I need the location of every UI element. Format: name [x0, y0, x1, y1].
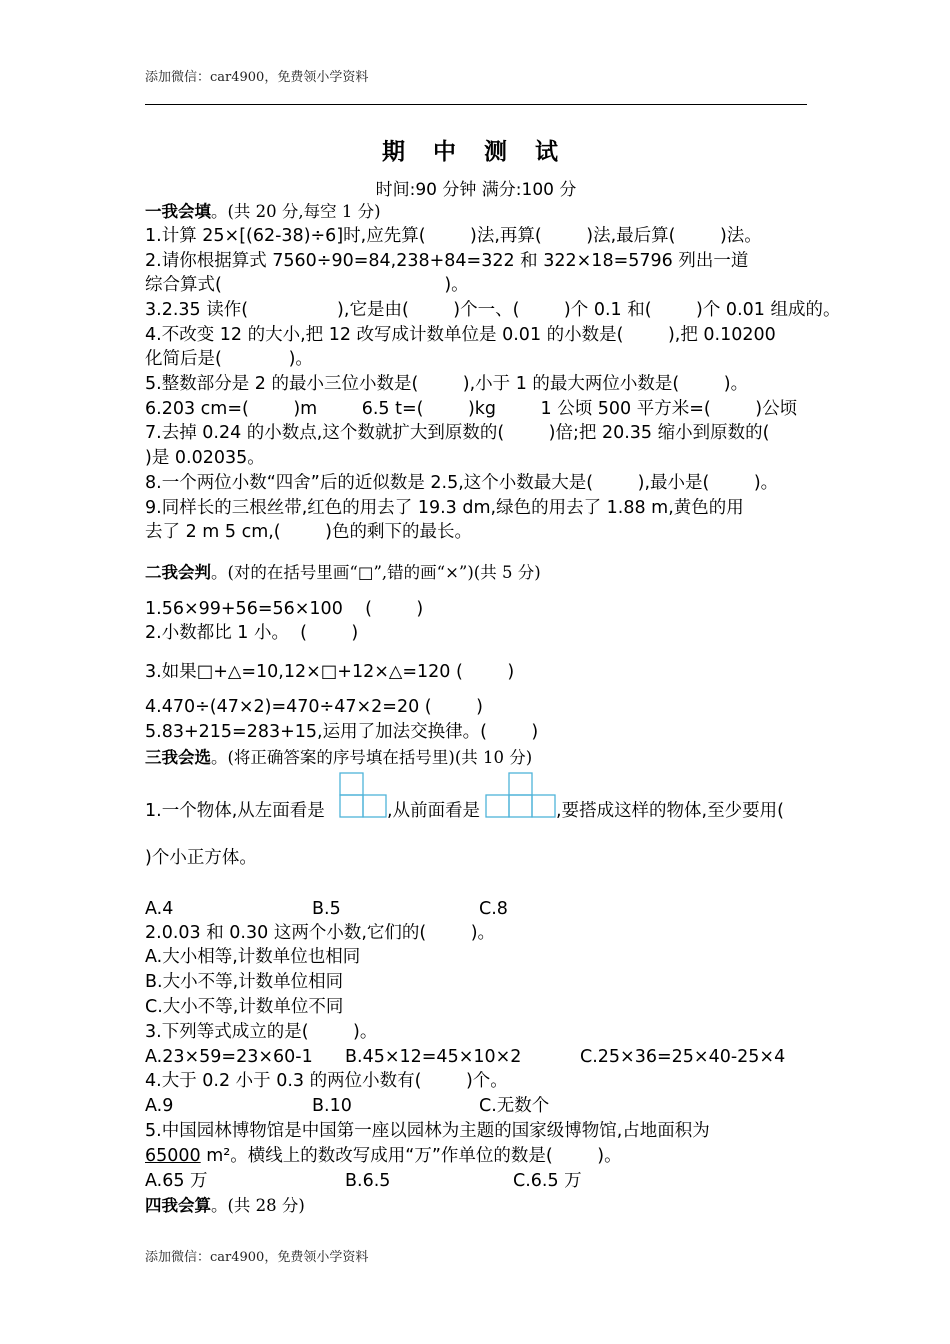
s3-q2-option-b: B.大小不等,计数单位相同	[145, 972, 344, 992]
s2-line: 3.如果□+△=10,12×□+12×△=120 ( )	[145, 662, 515, 682]
s3-q3: 3.下列等式成立的是( )。	[145, 1022, 378, 1042]
page-header: 添加微信：car4900，免费领小学资料	[145, 70, 369, 85]
s3-q4-option-b: B.10	[312, 1096, 352, 1116]
s3-q3-option-a: A.23×59=23×60-1	[145, 1047, 313, 1067]
section4-heading: 四我会算。(共 28 分)	[145, 1196, 305, 1215]
left-view-figure	[339, 772, 387, 818]
s1-line: 去了 2 m 5 cm,( )色的剩下的最长。	[145, 522, 472, 542]
s3-q1-text-d: )个小正方体。	[145, 848, 257, 868]
s3-q1-option-b: B.5	[312, 899, 341, 919]
s3-q5-option-b: B.6.5	[345, 1171, 391, 1191]
s2-line: 2.小数都比 1 小。 ( )	[145, 623, 359, 643]
s3-q4-option-a: A.9	[145, 1096, 174, 1116]
s3-q5-line2: 65000 m²。横线上的数改写成用“万”作单位的数是( )。	[145, 1146, 622, 1166]
s1-line: 1.计算 25×[(62-38)÷6]时,应先算( )法,再算( )法,最后算( )法。	[145, 226, 762, 246]
s3-q1-text-c: ,要搭成这样的物体,至少要用(	[556, 801, 784, 821]
s1-line: )是 0.02035。	[145, 448, 265, 468]
s1-line: 8.一个两位小数“四舍”后的近似数是 2.5,这个小数最大是( ),最小是( )。	[145, 473, 779, 493]
s2-line: 5.83+215=283+15,运用了加法交换律。( )	[145, 722, 539, 742]
s3-q1-option-c: C.8	[479, 899, 508, 919]
s1-line: 2.请你根据算式 7560÷90=84,238+84=322 和 322×18=5796 列出一道	[145, 251, 749, 271]
s1-line: 化简后是( )。	[145, 349, 313, 369]
s3-q3-option-c: C.25×36=25×40-25×4	[580, 1047, 786, 1067]
s1-line: 6.203 cm=( )m 6.5 t=( )kg 1 公顷 500 平方米=( )公顷	[145, 399, 798, 419]
s3-q4: 4.大于 0.2 小于 0.3 的两位小数有( )个。	[145, 1071, 508, 1091]
s3-q5-option-c: C.6.5 万	[513, 1171, 582, 1191]
s2-line: 1.56×99+56=56×100 ( )	[145, 599, 424, 619]
s3-q2-option-c: C.大小不等,计数单位不同	[145, 997, 344, 1017]
s3-q5-option-a: A.65 万	[145, 1171, 208, 1191]
s3-q4-option-c: C.无数个	[479, 1096, 550, 1116]
s1-line: 3.2.35 读作( ),它是由( )个一、( )个 0.1 和( )个 0.01 组成的。	[145, 300, 841, 320]
section1-heading: 一我会填。(共 20 分,每空 1 分)	[145, 202, 381, 221]
s3-q1-text-b: ,从前面看是	[387, 801, 481, 821]
underlined-number: 65000	[145, 1146, 201, 1166]
section2-heading: 二我会判。(对的在括号里画“□”,错的画“×”)(共 5 分)	[145, 563, 541, 582]
s2-line: 4.470÷(47×2)=470÷47×2=20 ( )	[145, 697, 483, 717]
s1-line: 7.去掉 0.24 的小数点,这个数就扩大到原数的( )倍;把 20.35 缩小到原数的(	[145, 423, 770, 443]
section3-heading: 三我会选。(将正确答案的序号填在括号里)(共 10 分)	[145, 748, 533, 767]
s1-line: 综合算式( )。	[145, 275, 469, 295]
s1-line: 5.整数部分是 2 的最小三位小数是( ),小于 1 的最大两位小数是( )。	[145, 374, 749, 394]
s3-q3-option-b: B.45×12=45×10×2	[345, 1047, 522, 1067]
page-footer: 添加微信：car4900，免费领小学资料	[145, 1250, 369, 1265]
page-title: 期 中 测 试	[381, 138, 569, 165]
s3-q1-option-a: A.4	[145, 899, 174, 919]
s3-q5-line1: 5.中国园林博物馆是中国第一座以园林为主题的国家级博物馆,占地面积为	[145, 1121, 710, 1141]
s3-q1-text-a: 1.一个物体,从左面看是	[145, 801, 325, 821]
s1-line: 4.不改变 12 的大小,把 12 改写成计数单位是 0.01 的小数是( ),把 0.10200	[145, 325, 776, 345]
header-divider	[145, 104, 807, 105]
s1-line: 9.同样长的三根丝带,红色的用去了 19.3 dm,绿色的用去了 1.88 m,黄色的用	[145, 498, 744, 518]
s3-q2: 2.0.03 和 0.30 这两个小数,它们的( )。	[145, 923, 496, 943]
s3-q2-option-a: A.大小相等,计数单位也相同	[145, 947, 361, 967]
exam-time-score: 时间:90 分钟 满分:100 分	[375, 180, 577, 200]
front-view-figure	[485, 772, 556, 818]
